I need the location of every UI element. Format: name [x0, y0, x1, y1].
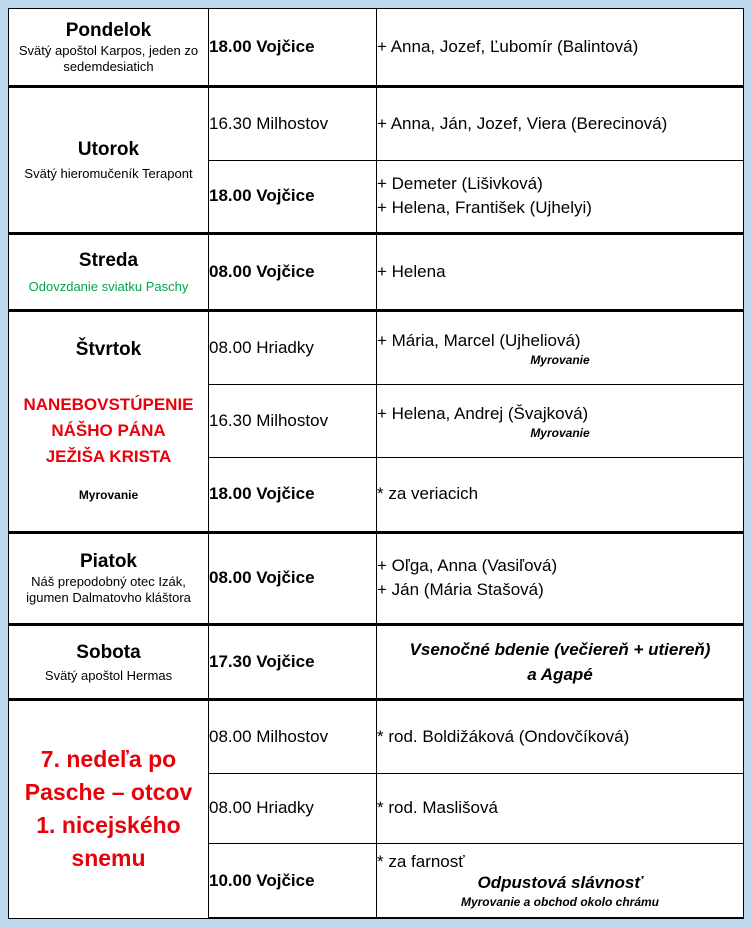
intention: + Ján (Mária Stašová) [377, 580, 544, 600]
intention: + Helena, František (Ujhelyi) [377, 198, 592, 218]
table-row [9, 87, 744, 160]
service-note: Myrovanie [530, 352, 590, 367]
intention-cell [377, 773, 744, 843]
service-time: 10.00 Vojčice [209, 844, 377, 918]
schedule-sheet [8, 8, 743, 919]
day-subtitle: Svätý apoštol Karpos, jeden zo sedemdesiatich [18, 43, 199, 75]
table-row [9, 311, 744, 384]
feast-line: JEŽIŠA KRISTA [45, 447, 172, 467]
weekly-schedule-table [8, 8, 744, 919]
intention: * za veriacich [377, 484, 479, 504]
table-row [9, 625, 744, 700]
day-subtitle: Náš prepodobný otec Izák, igumen Dalmatovho kláštora [26, 574, 191, 606]
day-name: Pondelok [65, 20, 152, 42]
intention: * za farnosť [377, 851, 465, 871]
service-note: Myrovanie a obchod okolo chrámu [460, 894, 660, 909]
feast-line: NÁŠHO PÁNA [51, 421, 166, 441]
intention-cell [377, 532, 744, 624]
day-cell-wednesday [9, 234, 209, 311]
service-time: 08.00 Vojčice [209, 532, 377, 624]
service-time: 08.00 Milhostov [209, 700, 377, 773]
table-row [9, 700, 744, 773]
intention-cell [377, 234, 744, 311]
feast-line: snemu [71, 845, 146, 872]
service-time: 16.30 Milhostov [209, 384, 377, 457]
intention-cell [377, 311, 744, 384]
feast-line: 1. nicejského [36, 812, 181, 839]
service-time: 18.00 Vojčice [209, 9, 377, 87]
day-cell-tuesday [9, 87, 209, 234]
intention: * rod. Boldižáková (Ondovčíková) [377, 727, 630, 747]
intention: + Oľga, Anna (Vasiľová) [377, 556, 558, 576]
intention-cell [377, 9, 744, 87]
service-time: 16.30 Milhostov [209, 87, 377, 160]
feast-line: NANEBOVSTÚPENIE [23, 395, 194, 415]
day-cell-monday [9, 9, 209, 87]
service-time: 18.00 Vojčice [209, 160, 377, 233]
intention: + Anna, Ján, Jozef, Viera (Berecinová) [377, 114, 668, 134]
day-name: Piatok [79, 551, 138, 573]
table-row [9, 532, 744, 624]
feast-line: Pasche – otcov [24, 779, 193, 806]
day-cell-sunday [9, 700, 209, 918]
intention-cell [377, 625, 744, 700]
service-note: Myrovanie [530, 425, 590, 440]
intention-cell [377, 458, 744, 532]
service-highlight: Vsenočné bdenie (večiereň + utiereň) [409, 640, 711, 660]
service-time: 08.00 Hriadky [209, 773, 377, 843]
service-highlight: a Agapé [527, 665, 593, 685]
service-time: 08.00 Vojčice [209, 234, 377, 311]
intention: + Demeter (Lišivková) [377, 174, 543, 194]
intention: + Anna, Jozef, Ľubomír (Balintová) [377, 37, 639, 57]
service-highlight: Odpustová slávnosť [477, 872, 643, 892]
table-row [9, 234, 744, 311]
day-subtitle: Svätý apoštol Hermas [44, 667, 173, 683]
intention: + Mária, Marcel (Ujheliová) [377, 330, 581, 350]
day-name: Utorok [77, 139, 140, 161]
day-cell-friday [9, 532, 209, 624]
intention-cell [377, 87, 744, 160]
intention-cell [377, 844, 744, 918]
intention: * rod. Maslišová [377, 798, 498, 818]
service-time: 08.00 Hriadky [209, 311, 377, 384]
table-row [9, 9, 744, 87]
service-time: 18.00 Vojčice [209, 458, 377, 532]
day-name: Streda [78, 250, 139, 272]
day-subtitle: Svätý hieromučeník Terapont [24, 166, 193, 182]
intention: + Helena, Andrej (Švajková) [377, 403, 589, 423]
day-note: Myrovanie [78, 488, 139, 503]
day-name: Sobota [76, 641, 141, 663]
service-time: 17.30 Vojčice [209, 625, 377, 700]
day-cell-thursday [9, 311, 209, 532]
intention-cell [377, 700, 744, 773]
day-cell-saturday [9, 625, 209, 700]
day-name: Štvrtok [75, 339, 142, 361]
feast-line: 7. nedeľa po [40, 746, 177, 773]
intention-cell [377, 160, 744, 233]
intention: + Helena [377, 262, 446, 282]
day-subtitle: Odovzdanie sviatku Paschy [28, 279, 189, 295]
intention-cell [377, 384, 744, 457]
